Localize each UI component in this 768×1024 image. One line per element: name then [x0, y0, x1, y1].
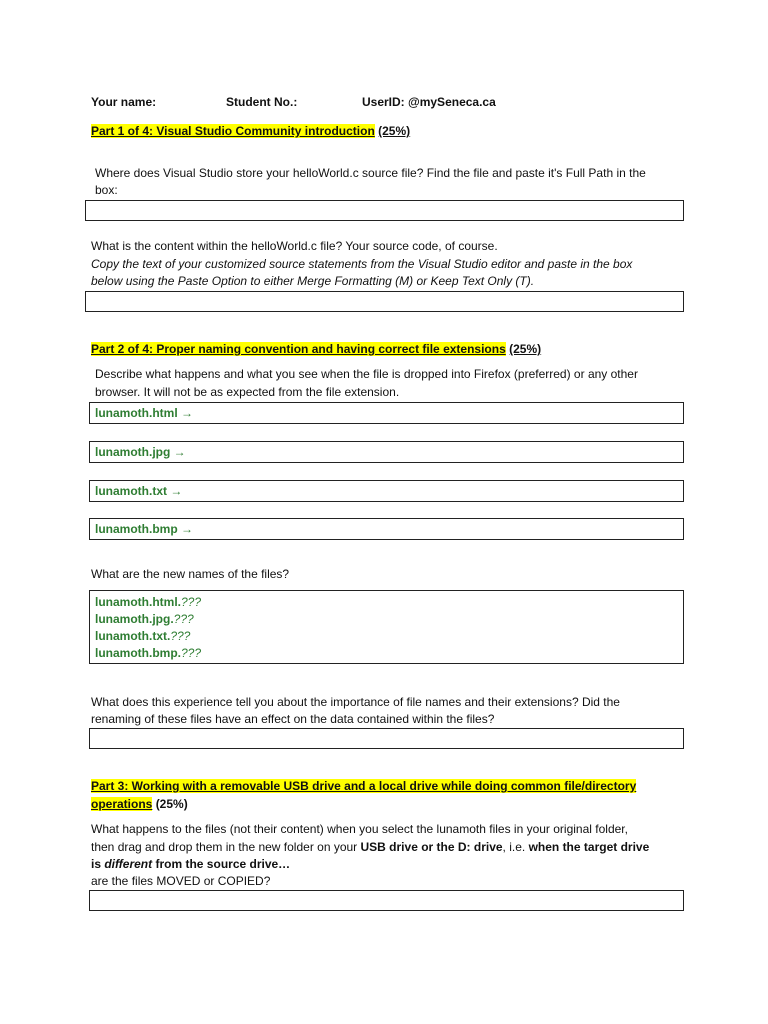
- part3-question-line3: [91, 856, 290, 872]
- full-path-answer-box[interactable]: [85, 200, 684, 221]
- answer-box-txt[interactable]: [89, 480, 684, 502]
- new-names-question: What are the new names of the files?: [91, 567, 290, 581]
- new-name-text: lunamoth.txt.: [95, 629, 171, 643]
- importance-answer-box[interactable]: [89, 728, 684, 749]
- part2-percent: (25%): [509, 342, 542, 356]
- q-text-bold-italic: different: [104, 857, 153, 871]
- q-text-bold: is: [91, 857, 105, 871]
- part2-heading-text: Part 2 of 4: Proper naming convention and having correct file extensions: [91, 342, 506, 356]
- new-name-text: lunamoth.html.: [95, 595, 181, 609]
- userid-label: UserID: @mySeneca.ca: [362, 95, 496, 109]
- part1-q1-line1: Where does Visual Studio store your helloWorld.c source file? Find the file and paste it's Full Path in the: [95, 166, 646, 180]
- answer-box-jpg[interactable]: [89, 441, 684, 463]
- part1-heading: [91, 123, 410, 139]
- part3-heading-text-cont: operations: [91, 797, 153, 811]
- file-name: lunamoth.txt: [95, 484, 167, 498]
- new-name-entry: [95, 645, 201, 661]
- arrow-icon: →: [181, 406, 194, 420]
- new-names-answer-box[interactable]: [89, 590, 684, 664]
- part3-question-line2: [91, 839, 649, 855]
- new-name-suffix: ???: [181, 595, 202, 609]
- new-name-suffix: ???: [173, 612, 194, 626]
- part1-q2-line1: What is the content within the helloWorld.c file? Your source code, of course.: [91, 239, 498, 253]
- importance-question-line1: What does this experience tell you about the importance of file names and their extensions? Did the: [91, 695, 620, 709]
- q-text-bold: from the source drive…: [152, 857, 291, 871]
- part2-describe-line1: Describe what happens and what you see when the file is dropped into Firefox (preferred) or any other: [95, 367, 638, 381]
- arrow-icon: →: [170, 484, 183, 498]
- q-text: , i.e.: [502, 840, 529, 854]
- student-no-label: Student No.:: [226, 95, 298, 109]
- your-name-label: Your name:: [91, 95, 157, 109]
- part3-question-line4: are the files MOVED or COPIED?: [91, 874, 271, 888]
- new-name-suffix: ???: [170, 629, 191, 643]
- q-text-bold: when the target drive: [528, 840, 650, 854]
- answer-box-html[interactable]: [89, 402, 684, 424]
- answer-box-bmp[interactable]: [89, 518, 684, 540]
- new-name-text: lunamoth.bmp.: [95, 646, 181, 660]
- part1-percent: (25%): [378, 124, 411, 138]
- q-text-bold: USB drive or the D: drive: [360, 840, 503, 854]
- new-name-entry: [95, 594, 201, 610]
- part1-q2-line3: below using the Paste Option to either Merge Formatting (M) or Keep Text Only (T).: [91, 274, 535, 288]
- new-name-text: lunamoth.jpg.: [95, 612, 174, 626]
- part2-heading: [91, 341, 541, 357]
- file-entry-jpg: [95, 444, 186, 460]
- importance-question-line2: renaming of these files have an effect on the data contained within the files?: [91, 712, 495, 726]
- part1-q2-line2: Copy the text of your customized source statements from the Visual Studio editor and paste in the box: [91, 257, 633, 271]
- part2-describe-line2: browser. It will not be as expected from the file extension.: [95, 385, 400, 399]
- arrow-icon: →: [173, 445, 186, 459]
- new-name-entry: [95, 611, 194, 627]
- part3-heading-line1: [91, 778, 636, 794]
- part1-heading-text: Part 1 of 4: Visual Studio Community introduction: [91, 124, 375, 138]
- part1-q1-line2: box:: [95, 183, 118, 197]
- part3-question-line1: What happens to the files (not their content) when you select the lunamoth files in your original folder,: [91, 822, 628, 836]
- file-entry-html: [95, 405, 193, 421]
- file-name: lunamoth.html: [95, 406, 178, 420]
- part3-heading-line2: [91, 796, 188, 812]
- new-name-suffix: ???: [181, 646, 202, 660]
- part3-heading-text: Part 3: Working with a removable USB drive and a local drive while doing common file/directory: [91, 779, 637, 793]
- file-name: lunamoth.bmp: [95, 522, 178, 536]
- file-entry-bmp: [95, 521, 193, 537]
- arrow-icon: →: [181, 522, 194, 536]
- file-name: lunamoth.jpg: [95, 445, 171, 459]
- q-text: then drag and drop them in the new folder on your: [91, 840, 361, 854]
- part3-percent: (25%): [155, 797, 188, 811]
- source-code-answer-box[interactable]: [85, 291, 684, 312]
- new-name-entry: [95, 628, 190, 644]
- moved-or-copied-answer-box[interactable]: [89, 890, 684, 911]
- file-entry-txt: [95, 483, 182, 499]
